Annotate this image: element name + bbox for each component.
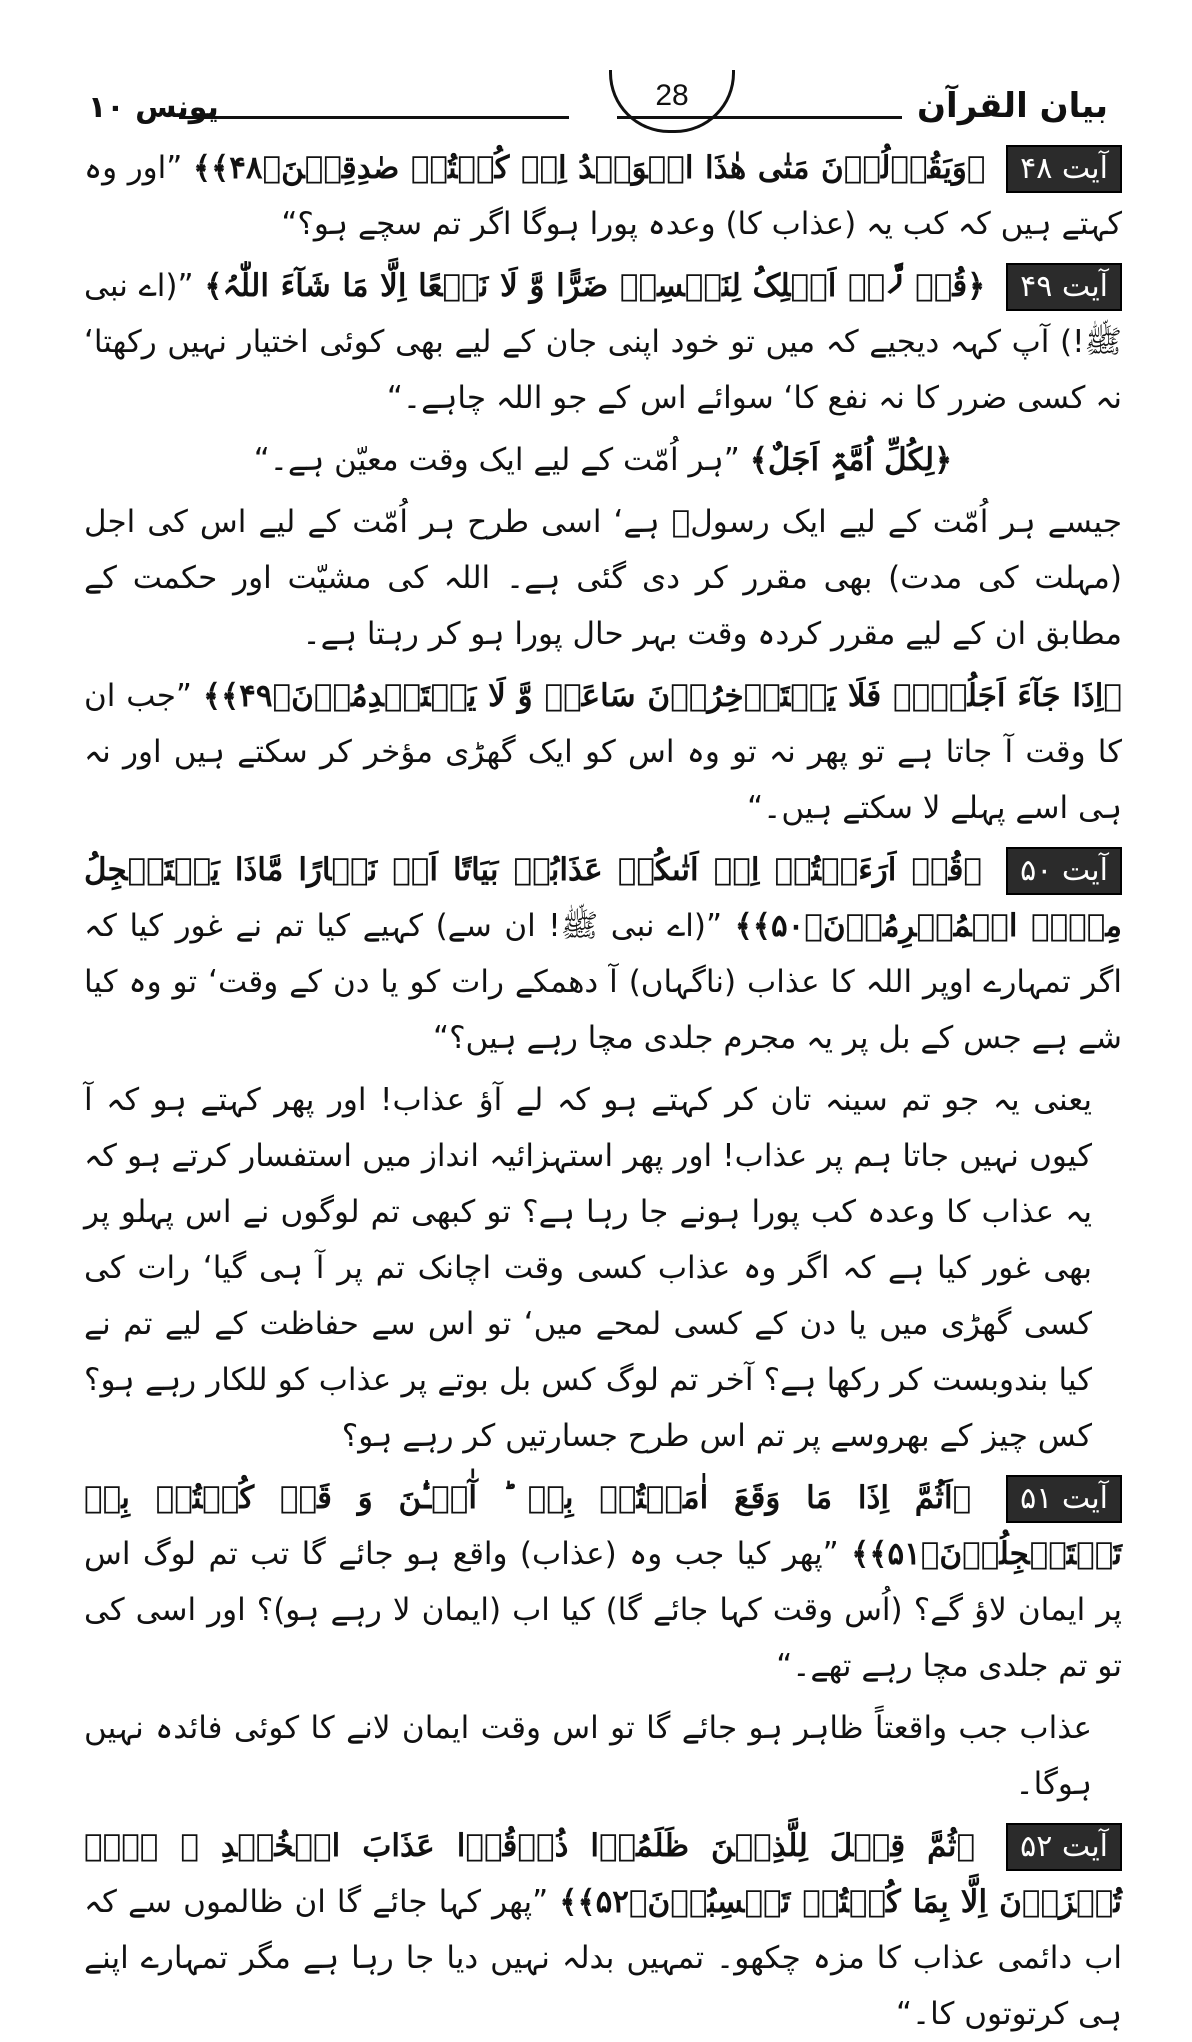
verse-badge: آیت ۵۱ [1006, 1475, 1122, 1523]
commentary-3: عذاب جب واقعتاً ظاہر ہو جائے گا تو اس وقت ایمان لانے کا کوئی فائدہ نہیں ہوگا۔ [84, 1710, 1092, 1802]
arabic-text: ﴿اِذَا جَآءَ اَجَلُہُمۡ فَلَا یَسۡتَاۡخِرُوۡنَ سَاعَۃً وَّ لَا یَسۡتَقۡدِمُوۡنَ﴿۴۹﴾﴾ [202, 678, 1122, 714]
book-title: بیان القرآن [917, 86, 1108, 126]
commentary-2: یعنی یہ جو تم سینہ تان کر کہتے ہو کہ لے آؤ عذاب! اور پھر کہتے ہو کہ آ کیوں نہیں جاتا ہم پر عذاب! اور پھر استہزائیہ انداز میں استفسار کرتے ہو کہ یہ عذاب کا وعدہ کب پورا ہونے جا رہا ہے؟ تو کبھی تم لوگوں نے اس پہلو پر بھی غور کیا ہے کہ اگر وہ عذاب کسی وقت اچانک تم پر آ ہی گیا‘ رات کی کسی گھڑی میں یا دن کے کسی لمحے میں‘ تو اس سے حفاظت کے لیے تم نے کیا بندوبست کر رکھا ہے؟ آخر تم لوگ کس بل بوتے پر عذاب کو للکار رہے ہو؟ کس چیز کے بھروسے پر تم اس طرح جسارتیں کر رہے ہو؟ [84, 1082, 1092, 1454]
arabic-text: ﴿اَثُمَّ اِذَا مَا وَقَعَ اٰمَنۡتُمۡ بِہٖ ؕ آٰلۡـٰٔنَ وَ قَدۡ کُنۡتُمۡ بِہٖ تَسۡتَعۡجِلُوۡنَ﴿۵۱﴾﴾ [84, 1480, 1122, 1572]
arabic-text: ﴿لِکُلِّ اُمَّۃٍ اَجَلٌ﴾ [749, 442, 953, 478]
commentary-1: جیسے ہر اُمّت کے لیے ایک رسولؐ ہے‘ اسی طرح ہر اُمّت کے لیے اس کی اجل (مہلت کی مدت) بھی مقرر کر دی گئی ہے۔ اللہ کی مشیّت اور حکمت کے مطابق ان کے لیے مقرر کردہ وقت بہر حال پورا ہو کر رہتا ہے۔ [84, 504, 1122, 652]
verse-49-part2 [84, 432, 1122, 488]
surah-label: یونس ۱۰ [88, 90, 219, 125]
urdu-translation: ”اور وہ کہتے ہیں کہ کب یہ (عذاب کا) وعدہ پورا ہوگا اگر تم سچے ہو؟“ [84, 150, 1122, 242]
arabic-text: ﴿ثُمَّ قِیۡلَ لِلَّذِیۡنَ ظَلَمُوۡا ذُوۡقُوۡا عَذَابَ الۡخُلۡدِ ۚ ہَلۡ تُجۡزَوۡنَ اِلَّا بِمَا کُنۡتُمۡ تَکۡسِبُوۡنَ﴿۵۲﴾﴾ [84, 1828, 1122, 1920]
arabic-text: ﴿قُلۡ لَّاۤ اَمۡلِکُ لِنَفۡسِیۡ ضَرًّا وَّ لَا نَفۡعًا اِلَّا مَا شَآءَ اللّٰہُ﴾ [204, 268, 986, 304]
verse-48 [84, 140, 1122, 252]
urdu-translation: ”جب ان کا وقت آ جاتا ہے تو پھر نہ تو وہ اس کو ایک گھڑی مؤخر کر سکتے ہیں اور نہ ہی اسے پہلے لا سکتے ہیں۔“ [84, 678, 1122, 826]
urdu-translation: ”پھر کیا جب وہ (عذاب) واقع ہو جائے گا تب تم لوگ اس پر ایمان لاؤ گے؟ (اُس وقت کہا جائے گا) کیا اب (ایمان لا رہے ہو)؟ اور اسی کی تو تم جلدی مچا رہے تھے۔“ [84, 1536, 1122, 1684]
verse-50 [84, 842, 1122, 1066]
header-rule-left [179, 116, 569, 119]
arabic-text: ﴿وَیَقُوۡلُوۡنَ مَتٰی ھٰذَا الۡوَعۡدُ اِنۡ کُنۡتُمۡ صٰدِقِیۡنَ﴿۴۸﴾﴾ [192, 150, 986, 186]
verse-badge: آیت ۴۸ [1006, 145, 1122, 193]
verse-49-part3 [84, 668, 1122, 836]
urdu-translation: ”(اے نبی ﷺ! ان سے) کہیے کیا تم نے غور کیا کہ اگر تمہارے اوپر اللہ کا عذاب (ناگہاں) آ دھمکے رات کو یا دن کے وقت‘ تو وہ کیا شے ہے جس کے بل پر یہ مجرم جلدی مچا رہے ہیں؟“ [84, 908, 1122, 1056]
page-content [84, 140, 1122, 2042]
verse-49 [84, 258, 1122, 426]
verse-badge: آیت ۴۹ [1006, 263, 1122, 311]
urdu-translation: ”(اے نبی ﷺ!) آپ کہہ دیجیے کہ میں تو خود اپنی جان کے لیے بھی کوئی اختیار نہیں رکھتا‘ نہ کسی ضرر کا نہ نفع کا‘ سوائے اس کے جو اللہ چاہے۔“ [84, 268, 1122, 416]
page-number: 28 [609, 70, 735, 133]
verse-51 [84, 1470, 1122, 1694]
verse-52 [84, 1818, 1122, 2042]
verse-badge: آیت ۵۲ [1006, 1823, 1122, 1871]
verse-badge: آیت ۵۰ [1006, 847, 1122, 895]
page-header [84, 70, 1122, 140]
arabic-text: ﴿قُلۡ اَرَءَیۡتُمۡ اِنۡ اَتٰىکُمۡ عَذَابُہٗ بَیَاتًا اَوۡ نَہَارًا مَّاذَا یَسۡتَعۡجِلُ مِنۡہُ الۡمُجۡرِمُوۡنَ﴿۵۰﴾﴾ [84, 852, 1122, 944]
urdu-translation: ”پھر کہا جائے گا ان ظالموں سے کہ اب دائمی عذاب کا مزہ چکھو۔ تمہیں بدلہ نہیں دیا جا رہا ہے مگر تمہارے اپنے ہی کرتوتوں کا۔“ [84, 1884, 1122, 2032]
urdu-translation: ”ہر اُمّت کے لیے ایک وقت معیّن ہے۔“ [253, 442, 740, 478]
